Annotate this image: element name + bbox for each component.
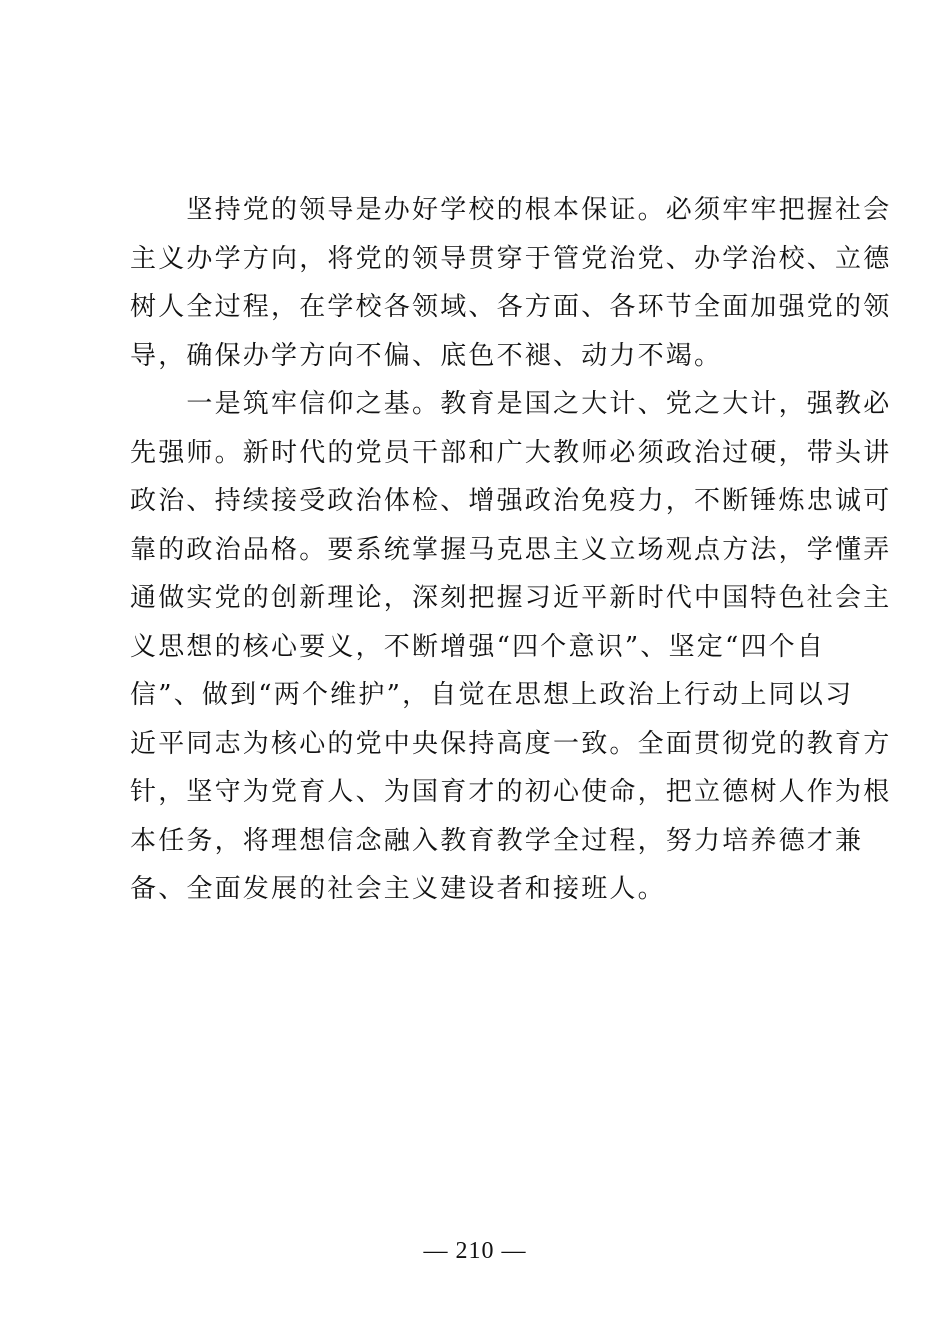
- text-line: 靠的政治品格。要系统掌握马克思主义立场观点方法，学懂弄: [130, 534, 892, 565]
- text-line: 本任务，将理想信念融入教育教学全过程，努力培养德才兼: [130, 825, 864, 856]
- body-text: [130, 186, 892, 914]
- text-line: 导，确保办学方向不偏、底色不褪、动力不竭。: [130, 340, 723, 371]
- text-line: 主义办学方向，将党的领导贯穿于管党治党、办学治校、立德: [130, 243, 892, 274]
- text-line: 信”、做到“两个维护”，自觉在思想上政治上行动上同以习: [130, 680, 854, 710]
- text-line: 树人全过程，在学校各领域、各方面、各环节全面加强党的领: [130, 292, 892, 322]
- text-line: 一是筑牢信仰之基。教育是国之大计、党之大计，强教必: [130, 389, 892, 419]
- text-line: 通做实党的创新理论，深刻把握习近平新时代中国特色社会主: [130, 583, 892, 613]
- text-line: 备、全面发展的社会主义建设者和接班人。: [130, 874, 666, 904]
- text-line: 政治、持续接受政治体检、增强政治免疫力，不断锤炼忠诚可: [130, 486, 892, 516]
- page-number: — 210 —: [423, 1238, 527, 1264]
- text-line: 针，坚守为党育人、为国育才的初心使命，把立德树人作为根: [130, 777, 892, 807]
- text-line: 近平同志为核心的党中央保持高度一致。全面贯彻党的教育方: [130, 728, 892, 759]
- text-line: 坚持党的领导是办好学校的根本保证。必须牢牢把握社会: [130, 195, 892, 225]
- text-line: 先强师。新时代的党员干部和广大教师必须政治过硬，带头讲: [130, 437, 892, 468]
- text-line: 义思想的核心要义，不断增强“四个意识”、坚定“四个自: [130, 631, 826, 662]
